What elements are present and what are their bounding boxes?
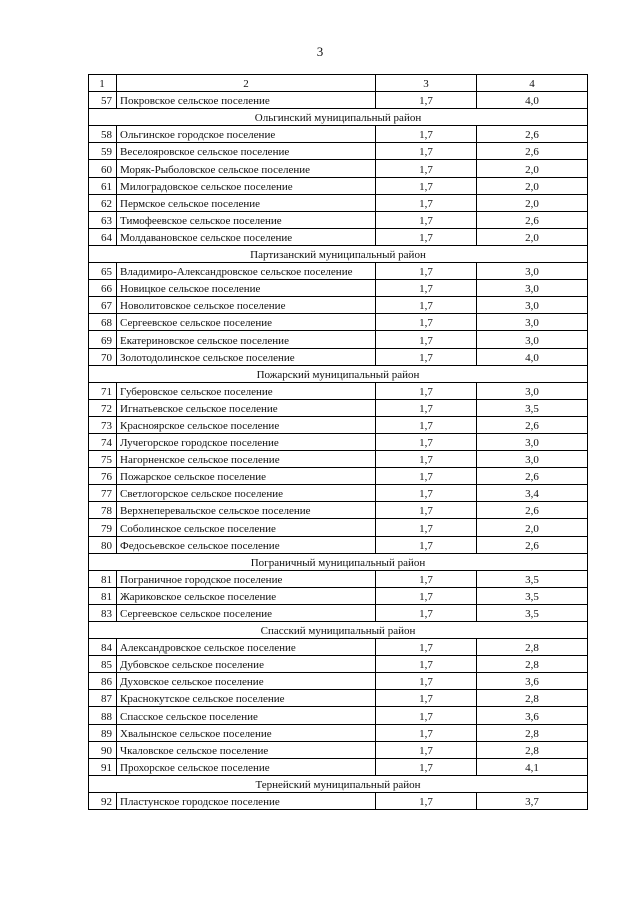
settlement-name: Губеровское сельское поселение	[117, 382, 376, 399]
settlement-name: Александровское сельское поселение	[117, 639, 376, 656]
coefficient-1: 1,7	[376, 399, 477, 416]
row-number: 58	[89, 126, 117, 143]
settlement-name: Верхнеперевальское сельское поселение	[117, 502, 376, 519]
row-number: 86	[89, 673, 117, 690]
table-row	[89, 502, 588, 519]
row-number: 85	[89, 656, 117, 673]
table-row	[89, 570, 588, 587]
page-number: 3	[316, 44, 324, 59]
settlement-name: Сергеевское сельское поселение	[117, 604, 376, 621]
coefficient-2: 2,0	[477, 160, 588, 177]
settlement-name: Нагорненское сельское поселение	[117, 451, 376, 468]
table-row	[89, 519, 588, 536]
coefficient-1: 1,7	[376, 468, 477, 485]
coefficient-2: 2,6	[477, 143, 588, 160]
row-number: 66	[89, 280, 117, 297]
coefficient-2: 3,5	[477, 399, 588, 416]
settlement-name: Владимиро-Александровское сельское поселение	[117, 263, 376, 280]
table-row	[89, 126, 588, 143]
table-row	[89, 280, 588, 297]
settlement-name: Пластунское городское поселение	[117, 792, 376, 809]
district-name: Ольгинский муниципальный район	[89, 109, 588, 126]
district-header-row	[89, 622, 588, 639]
table-row	[89, 468, 588, 485]
table-row	[89, 604, 588, 621]
row-number: 80	[89, 536, 117, 553]
row-number: 76	[89, 468, 117, 485]
coefficient-1: 1,7	[376, 126, 477, 143]
settlement-name: Духовское сельское поселение	[117, 673, 376, 690]
settlement-name: Милоградовское сельское поселение	[117, 177, 376, 194]
settlement-name: Лучегорское городское поселение	[117, 433, 376, 450]
row-number: 74	[89, 433, 117, 450]
coefficient-1: 1,7	[376, 656, 477, 673]
coefficient-1: 1,7	[376, 724, 477, 741]
coefficient-2: 3,0	[477, 331, 588, 348]
row-number: 79	[89, 519, 117, 536]
settlement-name: Новолитовское сельское поселение	[117, 297, 376, 314]
table-row	[89, 143, 588, 160]
district-header-row	[89, 775, 588, 792]
coefficient-2: 3,0	[477, 433, 588, 450]
table-row	[89, 382, 588, 399]
coefficient-1: 1,7	[376, 348, 477, 365]
coefficient-1: 1,7	[376, 194, 477, 211]
coefficient-2: 4,0	[477, 348, 588, 365]
row-number: 75	[89, 451, 117, 468]
coefficient-2: 3,7	[477, 792, 588, 809]
row-number: 59	[89, 143, 117, 160]
settlement-name: Соболинское сельское поселение	[117, 519, 376, 536]
coefficient-1: 1,7	[376, 570, 477, 587]
table-row	[89, 724, 588, 741]
table-row	[89, 92, 588, 109]
coefficient-2: 4,0	[477, 92, 588, 109]
table-row	[89, 263, 588, 280]
coefficient-2: 3,4	[477, 485, 588, 502]
settlement-name: Чкаловское сельское поселение	[117, 741, 376, 758]
coefficient-2: 3,0	[477, 297, 588, 314]
coefficient-2: 2,8	[477, 656, 588, 673]
coefficient-2: 3,0	[477, 314, 588, 331]
settlement-name: Пограничное городское поселение	[117, 570, 376, 587]
settlement-name: Тимофеевское сельское поселение	[117, 211, 376, 228]
coefficient-2: 3,5	[477, 587, 588, 604]
coefficient-2: 3,0	[477, 263, 588, 280]
row-number: 84	[89, 639, 117, 656]
coefficient-2: 3,0	[477, 280, 588, 297]
row-number: 91	[89, 758, 117, 775]
table-row	[89, 451, 588, 468]
row-number: 71	[89, 382, 117, 399]
coefficient-2: 3,5	[477, 570, 588, 587]
row-number: 78	[89, 502, 117, 519]
table-row	[89, 297, 588, 314]
coefficient-2: 3,0	[477, 382, 588, 399]
settlement-name: Веселояровское сельское поселение	[117, 143, 376, 160]
table-row	[89, 416, 588, 433]
table-row	[89, 656, 588, 673]
table-row	[89, 399, 588, 416]
table-row	[89, 673, 588, 690]
row-number: 61	[89, 177, 117, 194]
coefficient-1: 1,7	[376, 536, 477, 553]
coefficient-1: 1,7	[376, 92, 477, 109]
table-row	[89, 194, 588, 211]
table-header-row	[89, 75, 588, 92]
header-col-3: 3	[376, 75, 477, 92]
coefficient-1: 1,7	[376, 211, 477, 228]
table-row	[89, 707, 588, 724]
coefficient-1: 1,7	[376, 502, 477, 519]
table-row	[89, 536, 588, 553]
coefficient-1: 1,7	[376, 741, 477, 758]
coefficient-1: 1,7	[376, 690, 477, 707]
coefficient-2: 3,6	[477, 707, 588, 724]
row-number: 88	[89, 707, 117, 724]
coefficient-1: 1,7	[376, 707, 477, 724]
coefficient-2: 3,6	[477, 673, 588, 690]
coefficient-1: 1,7	[376, 331, 477, 348]
header-col-4: 4	[477, 75, 588, 92]
coefficient-2: 2,0	[477, 228, 588, 245]
coefficient-1: 1,7	[376, 416, 477, 433]
table-row	[89, 587, 588, 604]
table-row	[89, 433, 588, 450]
coefficient-1: 1,7	[376, 143, 477, 160]
coefficient-1: 1,7	[376, 758, 477, 775]
coefficient-2: 3,5	[477, 604, 588, 621]
row-number: 64	[89, 228, 117, 245]
row-number: 70	[89, 348, 117, 365]
coefficient-1: 1,7	[376, 382, 477, 399]
district-header-row	[89, 553, 588, 570]
settlement-name: Красноярское сельское поселение	[117, 416, 376, 433]
coefficient-1: 1,7	[376, 604, 477, 621]
district-name: Партизанский муниципальный район	[89, 245, 588, 262]
district-name: Пограничный муниципальный район	[89, 553, 588, 570]
coefficient-2: 3,0	[477, 451, 588, 468]
row-number: 72	[89, 399, 117, 416]
table-row	[89, 211, 588, 228]
coefficient-1: 1,7	[376, 639, 477, 656]
district-header-row	[89, 245, 588, 262]
table-row	[89, 741, 588, 758]
district-name: Спасский муниципальный район	[89, 622, 588, 639]
coefficient-2: 2,6	[477, 502, 588, 519]
settlement-name: Федосьевское сельское поселение	[117, 536, 376, 553]
settlement-name: Сергеевское сельское поселение	[117, 314, 376, 331]
row-number: 67	[89, 297, 117, 314]
coefficient-1: 1,7	[376, 160, 477, 177]
settlements-table	[88, 74, 588, 810]
table-row	[89, 758, 588, 775]
coefficient-2: 2,8	[477, 741, 588, 758]
settlement-name: Пожарское сельское поселение	[117, 468, 376, 485]
coefficient-1: 1,7	[376, 433, 477, 450]
row-number: 90	[89, 741, 117, 758]
settlement-name: Спасское сельское поселение	[117, 707, 376, 724]
row-number: 92	[89, 792, 117, 809]
row-number: 65	[89, 263, 117, 280]
settlement-name: Игнатьевское сельское поселение	[117, 399, 376, 416]
coefficient-1: 1,7	[376, 485, 477, 502]
row-number: 68	[89, 314, 117, 331]
settlement-name: Хвалынское сельское поселение	[117, 724, 376, 741]
table-row	[89, 348, 588, 365]
table-row	[89, 792, 588, 809]
settlement-name: Пермское сельское поселение	[117, 194, 376, 211]
coefficient-1: 1,7	[376, 314, 477, 331]
row-number: 57	[89, 92, 117, 109]
row-number: 83	[89, 604, 117, 621]
settlement-name: Краснокутское сельское поселение	[117, 690, 376, 707]
table-row	[89, 639, 588, 656]
table-row	[89, 177, 588, 194]
header-col-2: 2	[117, 75, 376, 92]
coefficient-1: 1,7	[376, 792, 477, 809]
table-row	[89, 160, 588, 177]
settlement-name: Ольгинское городское поселение	[117, 126, 376, 143]
coefficient-1: 1,7	[376, 297, 477, 314]
row-number: 60	[89, 160, 117, 177]
settlement-name: Покровское сельское поселение	[117, 92, 376, 109]
coefficient-1: 1,7	[376, 451, 477, 468]
coefficient-2: 4,1	[477, 758, 588, 775]
district-header-row	[89, 365, 588, 382]
row-number: 73	[89, 416, 117, 433]
coefficient-2: 2,0	[477, 177, 588, 194]
coefficient-2: 2,6	[477, 126, 588, 143]
district-name: Тернейский муниципальный район	[89, 775, 588, 792]
row-number: 62	[89, 194, 117, 211]
coefficient-1: 1,7	[376, 177, 477, 194]
coefficient-2: 2,0	[477, 194, 588, 211]
settlement-name: Прохорское сельское поселение	[117, 758, 376, 775]
row-number: 87	[89, 690, 117, 707]
settlement-name: Жариковское сельское поселение	[117, 587, 376, 604]
coefficient-1: 1,7	[376, 280, 477, 297]
settlement-name: Дубовское сельское поселение	[117, 656, 376, 673]
district-name: Пожарский муниципальный район	[89, 365, 588, 382]
row-number: 69	[89, 331, 117, 348]
table-row	[89, 331, 588, 348]
settlement-name: Светлогорское сельское поселение	[117, 485, 376, 502]
coefficient-2: 2,6	[477, 468, 588, 485]
table-row	[89, 314, 588, 331]
settlement-name: Молдавановское сельское поселение	[117, 228, 376, 245]
row-number: 63	[89, 211, 117, 228]
coefficient-1: 1,7	[376, 263, 477, 280]
coefficient-2: 2,0	[477, 519, 588, 536]
header-col-1: 1	[89, 75, 117, 92]
row-number: 89	[89, 724, 117, 741]
coefficient-1: 1,7	[376, 587, 477, 604]
settlement-name: Екатериновское сельское поселение	[117, 331, 376, 348]
table-row	[89, 228, 588, 245]
row-number: 77	[89, 485, 117, 502]
settlement-name: Моряк-Рыболовское сельское поселение	[117, 160, 376, 177]
coefficient-2: 2,8	[477, 724, 588, 741]
coefficient-2: 2,8	[477, 690, 588, 707]
coefficient-2: 2,6	[477, 536, 588, 553]
table-row	[89, 690, 588, 707]
settlement-name: Новицкое сельское поселение	[117, 280, 376, 297]
coefficient-1: 1,7	[376, 673, 477, 690]
settlement-name: Золотодолинское сельское поселение	[117, 348, 376, 365]
coefficient-1: 1,7	[376, 228, 477, 245]
coefficient-2: 2,8	[477, 639, 588, 656]
coefficient-2: 2,6	[477, 416, 588, 433]
district-header-row	[89, 109, 588, 126]
row-number: 81	[89, 570, 117, 587]
row-number: 81	[89, 587, 117, 604]
coefficient-2: 2,6	[477, 211, 588, 228]
coefficient-1: 1,7	[376, 519, 477, 536]
table-row	[89, 485, 588, 502]
